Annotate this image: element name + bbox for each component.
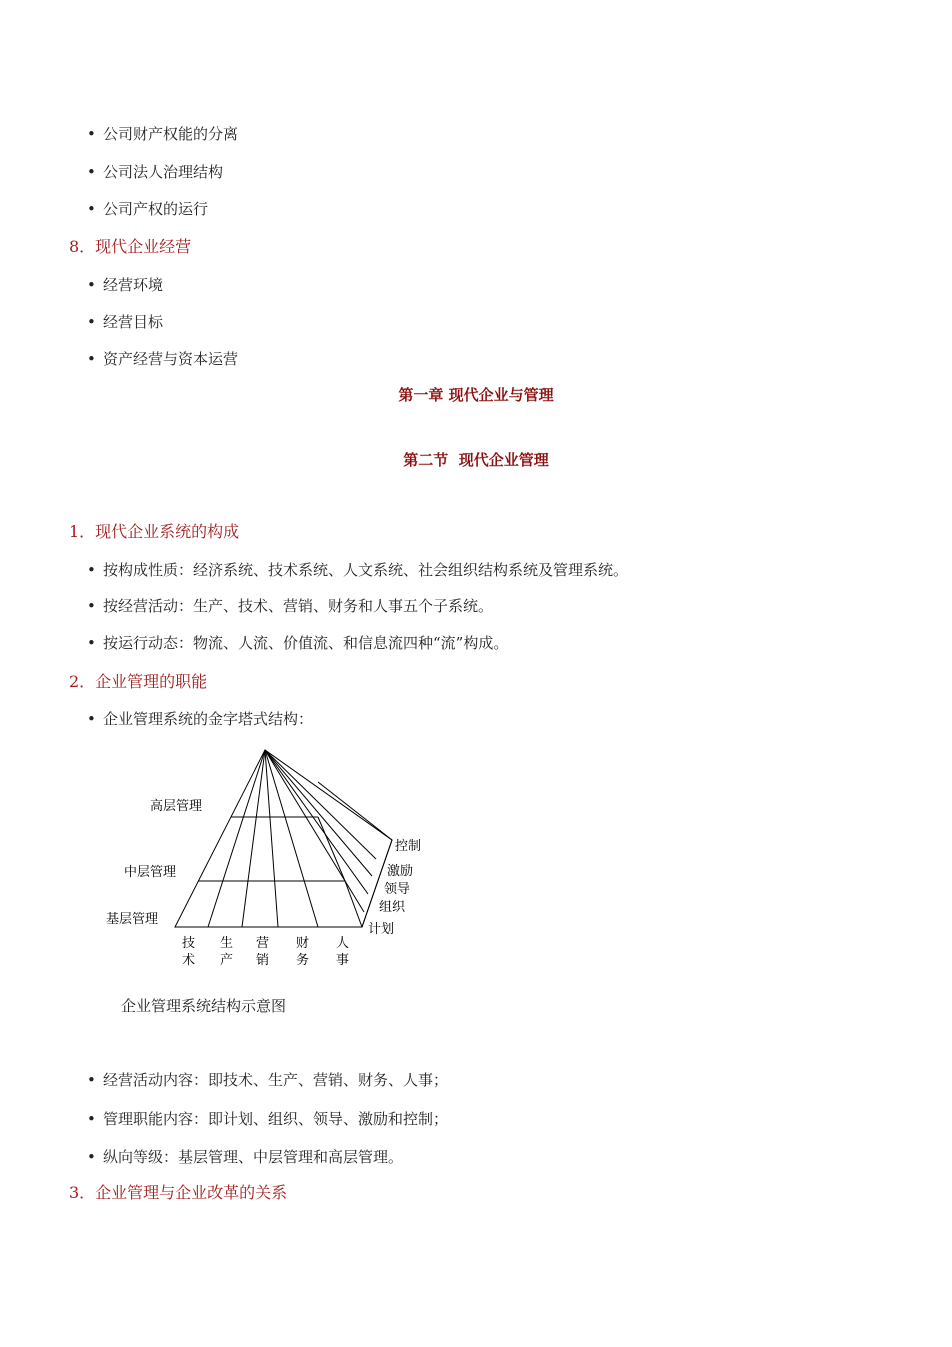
list-item [87, 633, 508, 653]
bullet-dot: • [87, 200, 96, 218]
bullet-dot: • [87, 163, 96, 181]
fan-line [265, 750, 364, 912]
level-label-bottom: 基层管理 [106, 912, 159, 927]
section-heading-3: 3．企业管理与企业改革的关系 [69, 1183, 288, 1202]
list-item [87, 1070, 448, 1090]
list-item-text: 按构成性质：经济系统、技术系统、人文系统、社会组织结构系统及管理系统。 [103, 561, 629, 579]
list-item [87, 596, 493, 616]
list-item [87, 199, 208, 219]
bullet-dot: • [87, 561, 96, 579]
bullet-dot: • [87, 1148, 96, 1166]
column-line [265, 750, 278, 927]
list-item-text: 企业管理系统的金字塔式结构： [103, 710, 314, 728]
list-item-text: 经营环境 [103, 276, 164, 294]
diagram-caption: 企业管理系统结构示意图 [121, 997, 287, 1015]
list-item [87, 1109, 448, 1129]
activity-label: 生 [220, 936, 234, 951]
chapter-title: 第一章 现代企业与管理 [398, 386, 554, 404]
list-item-text: 管理职能内容：即计划、组织、领导、激励和控制； [103, 1110, 449, 1128]
activity-label: 术 [182, 953, 196, 968]
function-label: 领导 [384, 882, 411, 897]
fan-line [265, 750, 368, 894]
list-item [87, 1147, 403, 1167]
bullet-dot: • [87, 350, 96, 368]
function-label: 计划 [368, 922, 395, 937]
function-label: 组织 [379, 900, 406, 915]
bullet-dot: • [87, 313, 96, 331]
activity-label: 财 [296, 936, 310, 951]
section-heading-2: 2．企业管理的职能 [69, 672, 208, 691]
function-label: 激励 [387, 864, 414, 879]
level-label-middle: 中层管理 [124, 865, 177, 880]
list-item [87, 275, 163, 295]
list-item [87, 312, 163, 332]
list-item-text: 按运行动态：物流、人流、价值流、和信息流四种“流”构成。 [103, 634, 509, 652]
level-label-top: 高层管理 [150, 799, 203, 814]
activity-label: 营 [256, 936, 270, 951]
list-item-text: 公司产权的运行 [103, 200, 209, 218]
list-item-text: 按经营活动：生产、技术、营销、财务和人事五个子系统。 [103, 597, 494, 615]
list-item [87, 560, 628, 580]
bullet-dot: • [87, 276, 96, 294]
list-item-text: 经营活动内容：即技术、生产、营销、财务、人事； [103, 1071, 449, 1089]
pyramid-diagram [100, 742, 440, 974]
list-item-text: 经营目标 [103, 313, 164, 331]
activity-label: 事 [336, 953, 350, 968]
activity-label: 务 [296, 953, 310, 968]
section-heading-8: 8．现代企业经营 [69, 237, 192, 256]
bullet-dot: • [87, 1110, 96, 1128]
bullet-dot: • [87, 125, 96, 143]
activity-label: 人 [336, 936, 350, 951]
section-heading-1: 1．现代企业系统的构成 [69, 522, 240, 541]
fan-line [265, 750, 372, 876]
bullet-dot: • [87, 634, 96, 652]
list-item-text: 公司财产权能的分离 [103, 125, 239, 143]
layer-edge [318, 817, 345, 881]
column-line [242, 750, 265, 927]
list-item [87, 162, 223, 182]
list-item-text: 纵向等级：基层管理、中层管理和高层管理。 [103, 1148, 404, 1166]
function-label: 控制 [395, 839, 422, 854]
list-item [87, 709, 313, 729]
activity-label: 技 [182, 936, 196, 951]
section-title: 第二节 现代企业管理 [403, 451, 549, 469]
activity-label: 产 [220, 953, 234, 968]
bullet-dot: • [87, 710, 96, 728]
pyramid-lines [175, 750, 392, 927]
bullet-dot: • [87, 597, 96, 615]
bullet-dot: • [87, 1071, 96, 1089]
list-item-text: 资产经营与资本运营 [103, 350, 239, 368]
list-item [87, 349, 238, 369]
list-item-text: 公司法人治理结构 [103, 163, 224, 181]
list-item [87, 124, 238, 144]
column-line [208, 750, 265, 927]
activity-label: 销 [256, 953, 270, 968]
